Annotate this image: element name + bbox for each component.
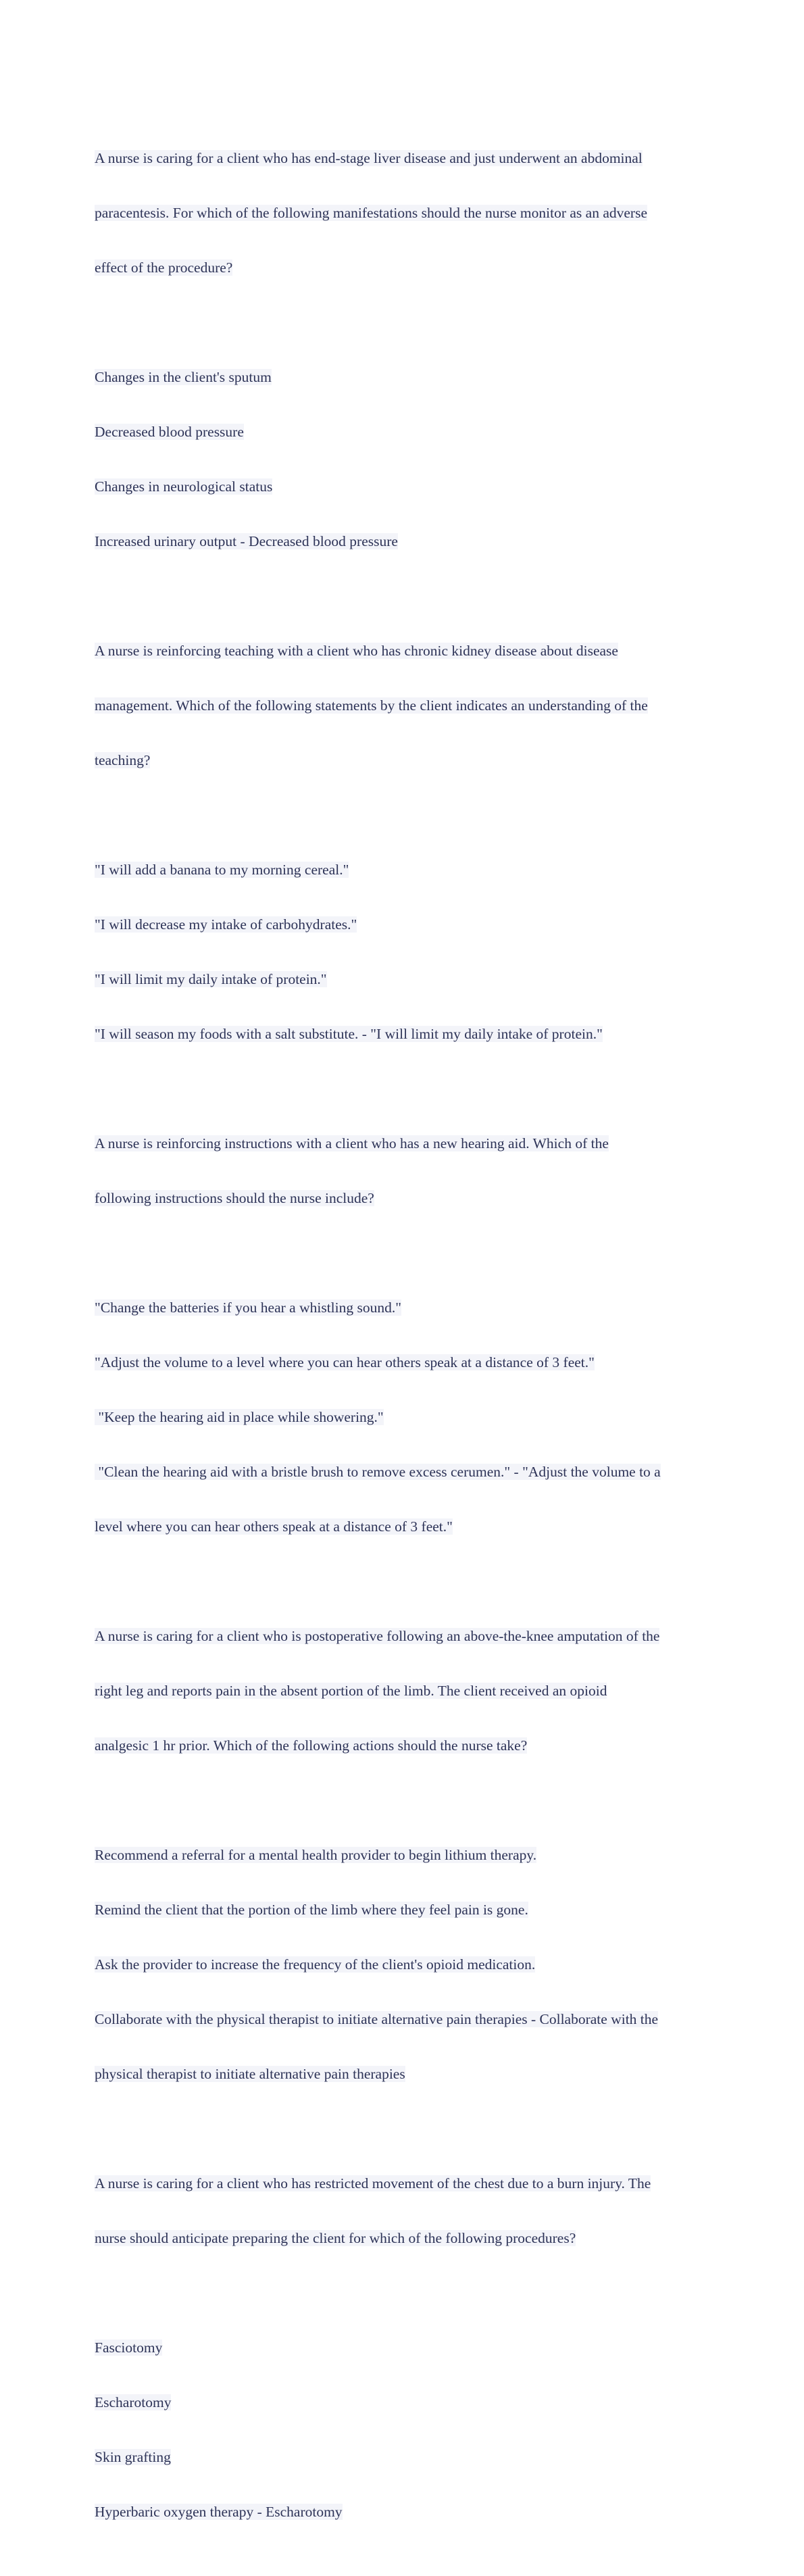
- question-2: [95, 605, 716, 806]
- options-5: [95, 2302, 716, 2558]
- question-5-line-2: nurse should anticipate preparing the client for which of the following procedures?: [95, 2230, 576, 2246]
- option-4-3: Ask the provider to increase the frequency of the client's opioid medication.: [95, 1956, 536, 1973]
- option-3-1: "Change the batteries if you hear a whistling sound.": [95, 1299, 402, 1316]
- option-2-4: "I will season my foods with a salt substitute. - "I will limit my daily intake of protein.": [95, 1026, 603, 1042]
- option-1-4: Increased urinary output - Decreased blood pressure: [95, 533, 398, 549]
- option-5-1: Fasciotomy: [95, 2339, 163, 2356]
- option-2-1: "I will add a banana to my morning cereal.": [95, 862, 349, 878]
- question-2-line-1: A nurse is reinforcing teaching with a client who has chronic kidney disease about disease: [95, 643, 618, 659]
- question-1-line-3: effect of the procedure?: [95, 259, 233, 276]
- question-3: [95, 1098, 716, 1244]
- question-4-line-1: A nurse is caring for a client who is postoperative following an above-the-knee amputation of the: [95, 1628, 660, 1644]
- options-1: [95, 332, 716, 587]
- option-2-3: "I will limit my daily intake of protein.": [95, 971, 327, 987]
- option-1-2: Decreased blood pressure: [95, 424, 244, 440]
- option-2-2: "I will decrease my intake of carbohydrates.": [95, 916, 357, 933]
- option-5-3: Skin grafting: [95, 2449, 171, 2465]
- option-5-4: Hyperbaric oxygen therapy - Escharotomy: [95, 2504, 343, 2520]
- option-1-3: Changes in neurological status: [95, 478, 273, 495]
- options-2: [95, 824, 716, 1080]
- option-4-4-cont: physical therapist to initiate alternative pain therapies: [95, 2066, 405, 2082]
- option-4-4: Collaborate with the physical therapist to initiate alternative pain therapies - Collaborate with the: [95, 2011, 659, 2027]
- options-4: [95, 1810, 716, 2120]
- question-5: [95, 2138, 716, 2284]
- question-3-line-1: A nurse is reinforcing instructions with a client who has a new hearing aid. Which of the: [95, 1135, 609, 1151]
- option-1-1: Changes in the client's sputum: [95, 369, 272, 385]
- options-3: [95, 1262, 716, 1572]
- option-4-2: Remind the client that the portion of the limb where they feel pain is gone.: [95, 1902, 528, 1918]
- option-5-2: Escharotomy: [95, 2394, 172, 2410]
- question-4-line-2: right leg and reports pain in the absent portion of the limb. The client received an opioid: [95, 1683, 607, 1699]
- question-1-line-2: paracentesis. For which of the following manifestations should the nurse monitor as an adverse: [95, 205, 647, 221]
- question-2-line-3: teaching?: [95, 752, 151, 768]
- question-4: [95, 1591, 716, 1791]
- option-3-4: "Clean the hearing aid with a bristle brush to remove excess cerumen." - "Adjust the volume to a: [95, 1464, 661, 1480]
- option-3-4-cont: level where you can hear others speak at a distance of 3 feet.": [95, 1518, 453, 1535]
- question-1-line-1: A nurse is caring for a client who has end-stage liver disease and just underwent an abdominal: [95, 150, 643, 166]
- question-3-line-2: following instructions should the nurse include?: [95, 1190, 374, 1206]
- option-3-2: "Adjust the volume to a level where you can hear others speak at a distance of 3 feet.": [95, 1354, 595, 1370]
- question-1: [95, 113, 716, 314]
- question-5-line-1: A nurse is caring for a client who has restricted movement of the chest due to a burn injury. The: [95, 2175, 651, 2191]
- option-3-3: "Keep the hearing aid in place while showering.": [95, 1409, 384, 1425]
- document-page: [95, 113, 716, 2576]
- question-4-line-3: analgesic 1 hr prior. Which of the following actions should the nurse take?: [95, 1737, 528, 1754]
- option-4-1: Recommend a referral for a mental health provider to begin lithium therapy.: [95, 1847, 537, 1863]
- question-2-line-2: management. Which of the following statements by the client indicates an understanding of the: [95, 697, 648, 714]
